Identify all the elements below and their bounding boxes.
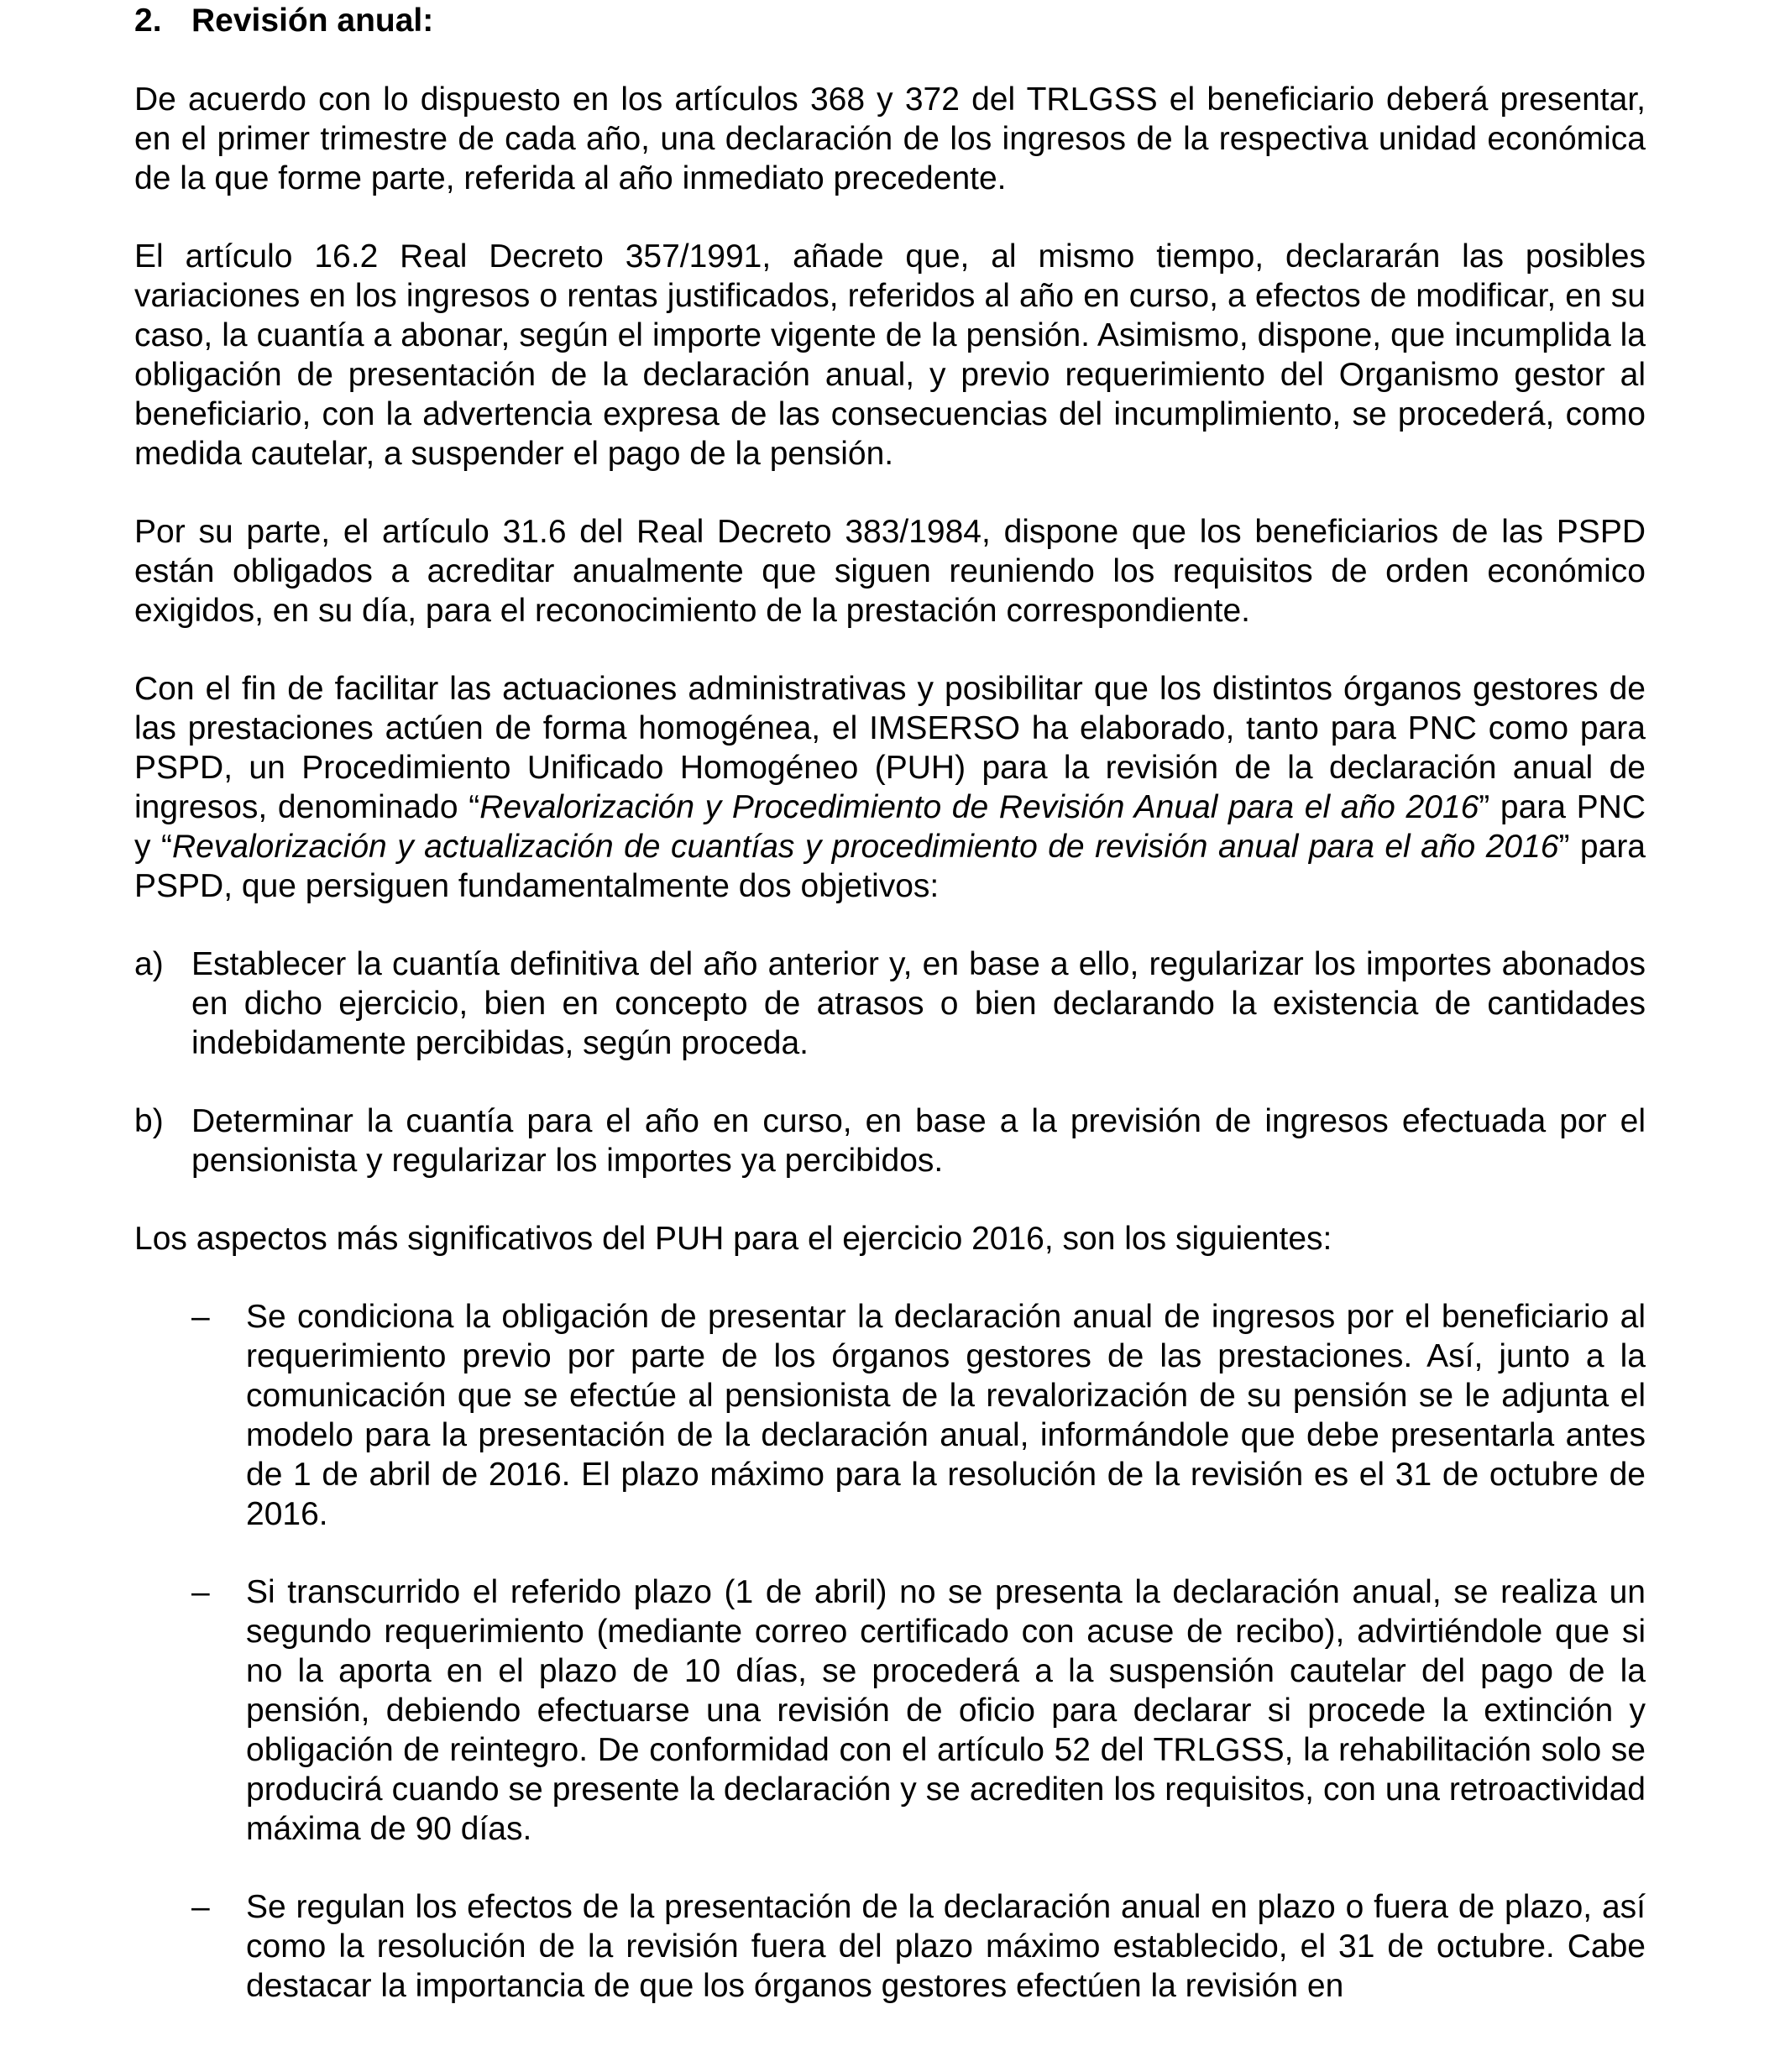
section-number: 2. bbox=[134, 3, 162, 39]
dash-marker: – bbox=[191, 1889, 210, 1925]
paragraph-real-decreto-357: El artículo 16.2 Real Decreto 357/1991, añade que, al mismo tiempo, declararán las posibles variaciones en los ingresos o rentas justificados, referidos al año en curso, a efectos de modificar, en su caso, la cuantía a abonar, según el importe vigente de la pensión. Asimismo, dispone, que incumplida la obligación de presentación de la declaración anual, y previo requerimiento del Organismo gestor al beneficiario, con la advertencia expresa de las consecuencias del incumplimiento, se procederá, como medida cautelar, a suspender el pago de la pensión. bbox=[134, 238, 1646, 472]
aspect-text: Si transcurrido el referido plazo (1 de abril) no se presenta la declaración anual, se realiza un segundo requerimiento (mediante correo certificado con acuse de recibo), advirtiéndole que si no la aporta en el plazo de 10 días, se procederá a la suspensión cautelar del pago de la pensión, debiendo efectuarse una revisión de oficio para declarar si procede la extinción y obligación de reintegro. De conformidad con el artículo 52 del TRLGSS, la rehabilitación solo se producirá cuando se presente la declaración y se acrediten los requisitos, con una retroactividad máxima de 90 días. bbox=[246, 1574, 1646, 1847]
paragraph-puh-procedure bbox=[134, 669, 1646, 906]
paragraph-aspects-intro: Los aspectos más significativos del PUH para el ejercicio 2016, son los siguientes: bbox=[134, 1221, 1332, 1257]
objective-text: Determinar la cuantía para el año en curso, en base a la previsión de ingresos efectuada por el pensionista y regularizar los importes ya percibidos. bbox=[191, 1103, 1646, 1179]
objective-item-b bbox=[134, 1101, 1646, 1180]
aspect-item-second-requirement bbox=[134, 1572, 1646, 1849]
dash-marker: – bbox=[191, 1574, 210, 1610]
objective-text: Establecer la cuantía definitiva del año anterior y, en base a ello, regularizar los importes abonados en dicho ejercicio, bien en concepto de atrasos o bien declarando la existencia de cantidades indebidamente percibidas, según proceda. bbox=[191, 946, 1646, 1061]
paragraph-legal-basis: De acuerdo con lo dispuesto en los artículos 368 y 372 del TRLGSS el beneficiario deberá presentar, en el primer trimestre de cada año, una declaración de los ingresos de la respectiva unidad económica de la que forme parte, referida al año inmediato precedente. bbox=[134, 81, 1646, 196]
section-title: Revisión anual: bbox=[191, 3, 434, 39]
list-marker: b) bbox=[134, 1103, 164, 1139]
aspect-text: Se condiciona la obligación de presentar la declaración anual de ingresos por el beneficiario al requerimiento previo por parte de los órganos gestores de las prestaciones. Así, junto a la comunicación que se efectúe al pensionista de la revalorización de su pensión se le adjunta el modelo para la presentación de la declaración anual, informándole que debe presentarla antes de 1 de abril de 2016. El plazo máximo para la resolución de la revisión es el 31 de octubre de 2016. bbox=[246, 1299, 1646, 1532]
aspect-text: Se regulan los efectos de la presentación de la declaración anual en plazo o fuera de plazo, así como la resolución de la revisión fuera del plazo máximo establecido, el 31 de octubre. Cabe destacar la importancia de que los órganos gestores efectúen la revisión en bbox=[246, 1889, 1646, 2004]
aspect-item-requirement bbox=[134, 1297, 1646, 1534]
puh-title-pspd: Revalorización y actualización de cuantías y procedimiento de revisión anual para el año 2016 bbox=[171, 829, 1559, 865]
puh-text-2: ” para PNC y “ bbox=[134, 789, 1646, 865]
aspect-item-effects bbox=[134, 1887, 1646, 2006]
dash-marker: – bbox=[191, 1299, 210, 1335]
puh-text-3: ” para PSPD, que persiguen fundamentalmente dos objetivos: bbox=[134, 829, 1646, 904]
document-page bbox=[134, 0, 1646, 2006]
section-heading bbox=[134, 0, 1646, 40]
puh-text-1: Con el fin de facilitar las actuaciones administrativas y posibilitar que los distintos órganos gestores de las prestaciones actúen de forma homogénea, el IMSERSO ha elaborado, tanto para PNC como para PSPD, un Procedimiento Unificado Homogéneo (PUH) para la revisión de la declaración anual de ingresos, denominado “ bbox=[134, 671, 1646, 825]
objective-item-a bbox=[134, 944, 1646, 1063]
paragraph-real-decreto-383: Por su parte, el artículo 31.6 del Real Decreto 383/1984, dispone que los beneficiarios de las PSPD están obligados a acreditar anualmente que siguen reuniendo los requisitos de orden económico exigidos, en su día, para el reconocimiento de la prestación correspondiente. bbox=[134, 514, 1646, 629]
puh-title-pnc: Revalorización y Procedimiento de Revisión Anual para el año 2016 bbox=[479, 789, 1479, 825]
list-marker: a) bbox=[134, 946, 164, 982]
